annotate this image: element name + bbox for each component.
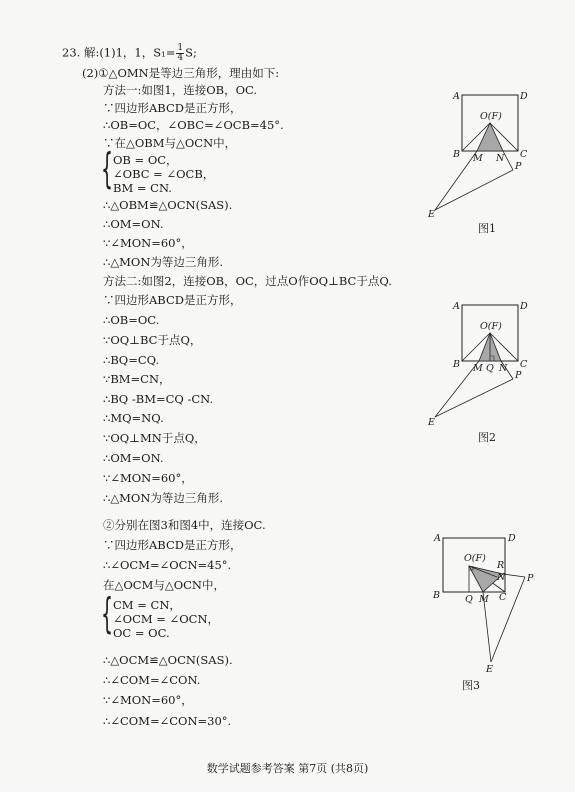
fig1-label-E: E bbox=[428, 209, 435, 220]
method2-line: ∴MQ=NQ. bbox=[103, 411, 164, 425]
fig2-label-A: A bbox=[453, 301, 460, 312]
system1-line: ∠OBC = ∠OCB， bbox=[113, 167, 215, 181]
fig1-label-O: O(F) bbox=[480, 111, 502, 122]
fraction-numerator: 1 bbox=[177, 43, 184, 53]
figure-2 bbox=[425, 295, 535, 435]
fig3-label-M: M bbox=[479, 594, 489, 605]
system2-line: OC = OC. bbox=[113, 626, 170, 640]
figure-1 bbox=[425, 85, 535, 225]
fig1-label-D: D bbox=[520, 91, 528, 102]
fig2-label-D: D bbox=[520, 301, 528, 312]
method1-tail-line: ∴OM=ON. bbox=[103, 217, 164, 231]
fig2-label-C: C bbox=[520, 359, 528, 370]
method2-line: ∴OM=ON. bbox=[103, 451, 164, 465]
fig3-label-O: O(F) bbox=[464, 553, 486, 564]
system2-line: ∠OCM = ∠OCN， bbox=[113, 612, 220, 626]
fig3-label-P: P bbox=[527, 573, 534, 584]
method2-line: ∵OQ⊥BC于点Q， bbox=[103, 333, 202, 347]
fig2-label-M: M bbox=[473, 363, 483, 374]
fig2-label-Q: Q bbox=[486, 363, 494, 374]
method2-line: ∵∠MON=60°， bbox=[103, 471, 193, 485]
fig1-label-C: C bbox=[520, 149, 528, 160]
part2b-line: ∴∠OCM=∠OCN=45°. bbox=[103, 558, 232, 572]
fig3-label-A: A bbox=[434, 533, 441, 544]
method2-line: ∴OB=OC. bbox=[103, 313, 160, 327]
figure-1-drawing bbox=[425, 85, 535, 225]
method1-line: ∵在△OBM与△OCN中， bbox=[103, 136, 237, 150]
fig1-label-N: N bbox=[496, 153, 505, 164]
header-text: 23. 解:(1)1，1，S₁= bbox=[62, 45, 176, 60]
part2b-tail-line: ∴△OCM≌△OCN(SAS). bbox=[103, 653, 233, 667]
fig1-label-P: P bbox=[515, 161, 522, 172]
method2-line: ∵四边形ABCD是正方形， bbox=[103, 293, 242, 307]
method2-line: ∵BM=CN， bbox=[103, 372, 171, 386]
figure-1-caption: 图1 bbox=[478, 222, 496, 235]
figure-3-drawing bbox=[425, 530, 540, 680]
part2b-tail-line: ∵∠MON=60°， bbox=[103, 693, 193, 707]
method1-line: 方法一:如图1，连接OB，OC. bbox=[103, 83, 258, 97]
method1-line: ∵四边形ABCD是正方形， bbox=[103, 101, 242, 115]
figure-3 bbox=[425, 530, 540, 680]
method1-tail-line: ∴△OBM≌△OCN(SAS). bbox=[103, 198, 233, 212]
method1-line: ∴OB=OC，∠OBC=∠OCB=45°. bbox=[103, 118, 284, 132]
fig1-label-M: M bbox=[473, 153, 483, 164]
system-brace: { bbox=[101, 144, 114, 193]
part2b-line: ∵四边形ABCD是正方形， bbox=[103, 538, 242, 552]
fig1-label-A: A bbox=[453, 91, 460, 102]
question-header bbox=[62, 44, 197, 63]
fig3-label-R: R bbox=[497, 560, 505, 571]
part2b-tail-line: ∴∠COM=∠CON. bbox=[103, 673, 201, 687]
fig3-label-C: C bbox=[499, 592, 507, 603]
page-footer: 数学试题参考答案 第7页 (共8页) bbox=[206, 762, 369, 775]
part2b-line: ②分别在图3和图4中，连接OC. bbox=[103, 518, 266, 532]
fig3-label-D: D bbox=[508, 533, 516, 544]
system1-line: BM = CN. bbox=[113, 181, 172, 195]
method2-line: ∴BQ -BM=CQ -CN. bbox=[103, 392, 214, 406]
method2-line: ∴BQ=CQ. bbox=[103, 353, 160, 367]
method1-tail-line: ∴△MON为等边三角形. bbox=[103, 255, 224, 269]
method2-line: ∴△MON为等边三角形. bbox=[103, 491, 224, 505]
figure-3-caption: 图3 bbox=[462, 679, 480, 692]
system-brace: { bbox=[101, 589, 114, 638]
method2-line: ∵OQ⊥MN于点Q， bbox=[103, 431, 206, 445]
part2b-line: 在△OCM与△OCN中， bbox=[103, 578, 225, 592]
fraction bbox=[176, 44, 184, 63]
figure-2-caption: 图2 bbox=[478, 431, 496, 444]
figure-2-drawing bbox=[425, 295, 535, 435]
fig3-label-E: E bbox=[486, 664, 493, 675]
fig2-label-B: B bbox=[453, 359, 460, 370]
fig2-label-P: P bbox=[515, 370, 522, 381]
method2-line: 方法二:如图2，连接OB，OC，过点O作OQ⊥BC于点Q. bbox=[103, 274, 392, 288]
fig3-label-B: B bbox=[433, 590, 440, 601]
header-tail: S; bbox=[185, 45, 197, 60]
fig3-label-N: N bbox=[497, 572, 506, 583]
part2b-tail-line: ∴∠COM=∠CON=30°. bbox=[103, 714, 232, 728]
fig2-label-E: E bbox=[428, 417, 435, 428]
fig2-label-N: N bbox=[499, 363, 508, 374]
fig1-label-B: B bbox=[453, 149, 460, 160]
fig2-label-O: O(F) bbox=[480, 321, 502, 332]
method1-tail-line: ∵∠MON=60°， bbox=[103, 236, 193, 250]
system1-line: OB = OC， bbox=[113, 153, 178, 167]
part2-title: (2)①△OMN是等边三角形，理由如下: bbox=[82, 66, 280, 80]
fig3-label-Q: Q bbox=[465, 594, 473, 605]
system2-line: CM = CN， bbox=[113, 598, 181, 612]
fraction-denominator: 4 bbox=[177, 53, 184, 63]
